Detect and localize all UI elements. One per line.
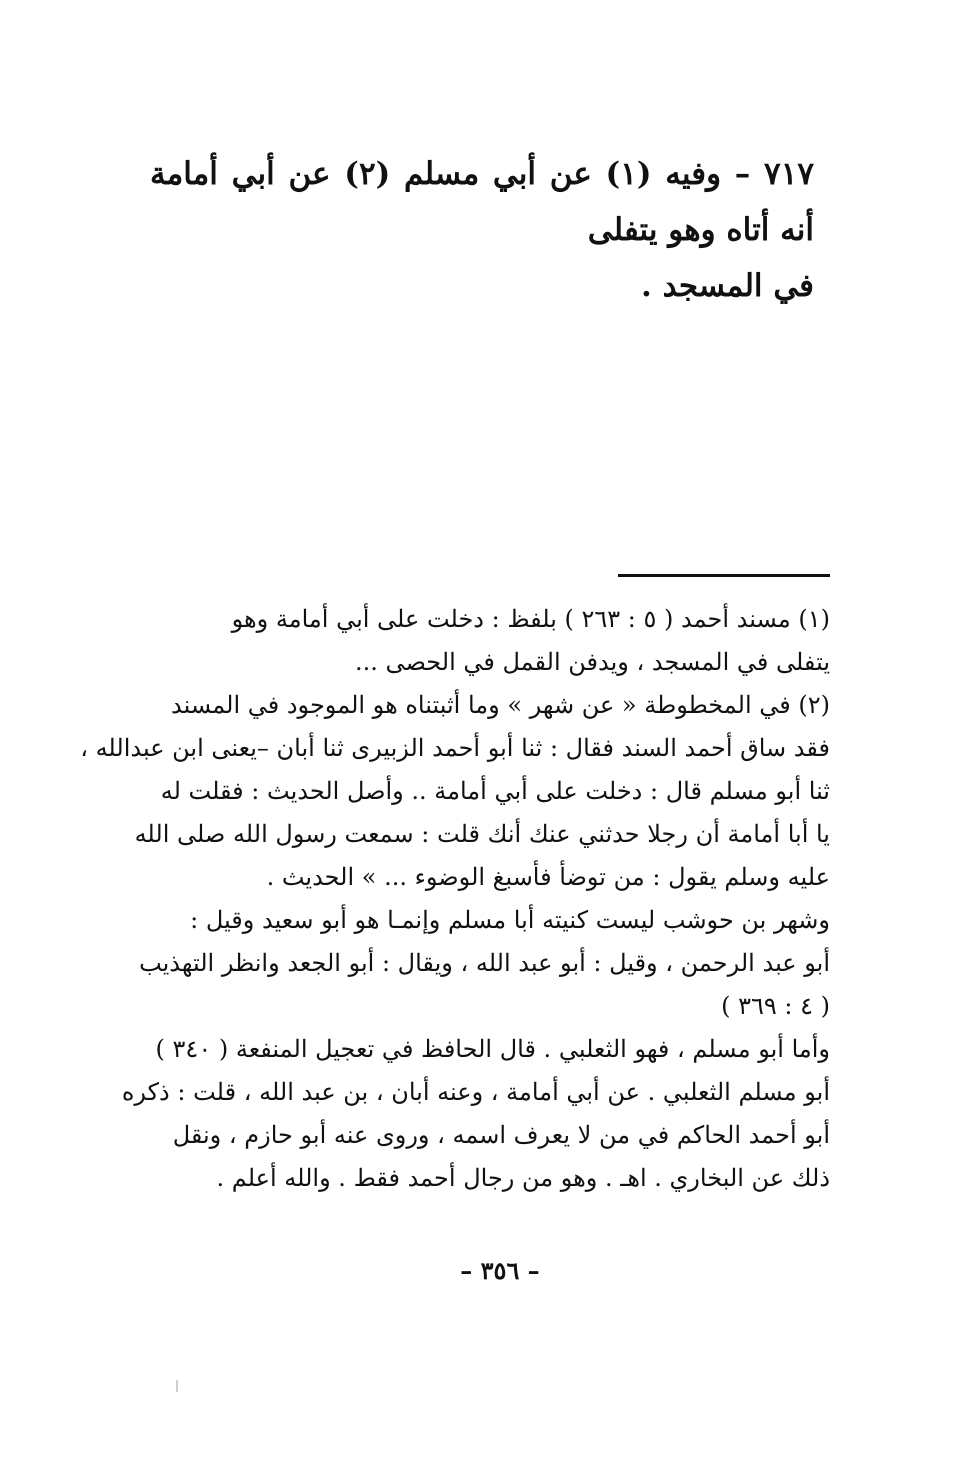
footnote-line: أبو عبد الرحمن ، وقيل : أبو عبد الله ، ويقال : أبو الجعد وانظر التهذيب [139, 949, 830, 977]
footnote-line: ثنا أبو مسلم قال : دخلت على أبي أمامة .. وأصل الحديث : فقلت له [160, 777, 830, 805]
footnote-line: فقد ساق أحمد السند فقال : ثنا أبو أحمد الزبيرى ثنا أبان –يعنى ابن عبدالله ، [80, 734, 830, 762]
footnote-line: أبو أحمد الحاكم في من لا يعرف اسمه ، وروى عنه أبو حازم ، ونقل [172, 1121, 830, 1149]
footnote-line: ذلك عن البخاري . اهـ . وهو من رجال أحمد فقط . والله أعلم . [216, 1164, 830, 1192]
main-line: في المسجد . [641, 268, 814, 304]
footnotes [80, 598, 830, 1200]
footnote-line: يا أبا أمامة أن رجلا حدثني عنك أنك قلت : سمعت رسول الله صلى الله [134, 820, 830, 848]
footnote-2 [80, 684, 830, 899]
footnote-line: أبو مسلم الثعلبي . عن أبي أمامة ، وعنه أبان ، بن عبد الله ، قلت : ذكره [121, 1078, 830, 1106]
footnote-2-continued-shahr [139, 899, 830, 1028]
footnote-line: عليه وسلم يقول : من توضأ فأسبغ الوضوء ... » الحديث . [266, 863, 830, 891]
main-line: ٧١٧ – وفيه (١) عن أبي مسلم (٢) عن أبي أمامة أنه أتاه وهو يتفلى [150, 156, 814, 248]
footnote-line: يتفلى في المسجد ، ويدفن القمل في الحصى ... [354, 648, 830, 676]
footnote-line: (١) مسند أحمد ( ٥ : ٢٦٣ ) بلفظ : دخلت على أبي أمامة وهو [231, 605, 830, 633]
footnote-line: ( ٤ : ٣٦٩ ) [721, 992, 830, 1020]
footnote-separator [618, 574, 830, 577]
footnote-line: وأما أبو مسلم ، فهو الثعلبي . قال الحافظ في تعجيل المنفعة ( ٣٤٠ ) [155, 1035, 830, 1063]
page-number: – ٣٥٦ – [460, 1256, 540, 1285]
footnote-2-continued-abu-muslim [121, 1028, 830, 1200]
scan-mark [176, 1380, 178, 1392]
footnote-line: (٢) في المخطوطة « عن شهر » وما أثبتناه هو الموجود في المسند [171, 691, 830, 719]
hadith-717-text [150, 146, 814, 314]
footnote-1 [158, 598, 830, 684]
footnote-line: وشهر بن حوشب ليست كنيته أبا مسلم وإنمـا هو أبو سعيد وقيل : [190, 906, 830, 934]
